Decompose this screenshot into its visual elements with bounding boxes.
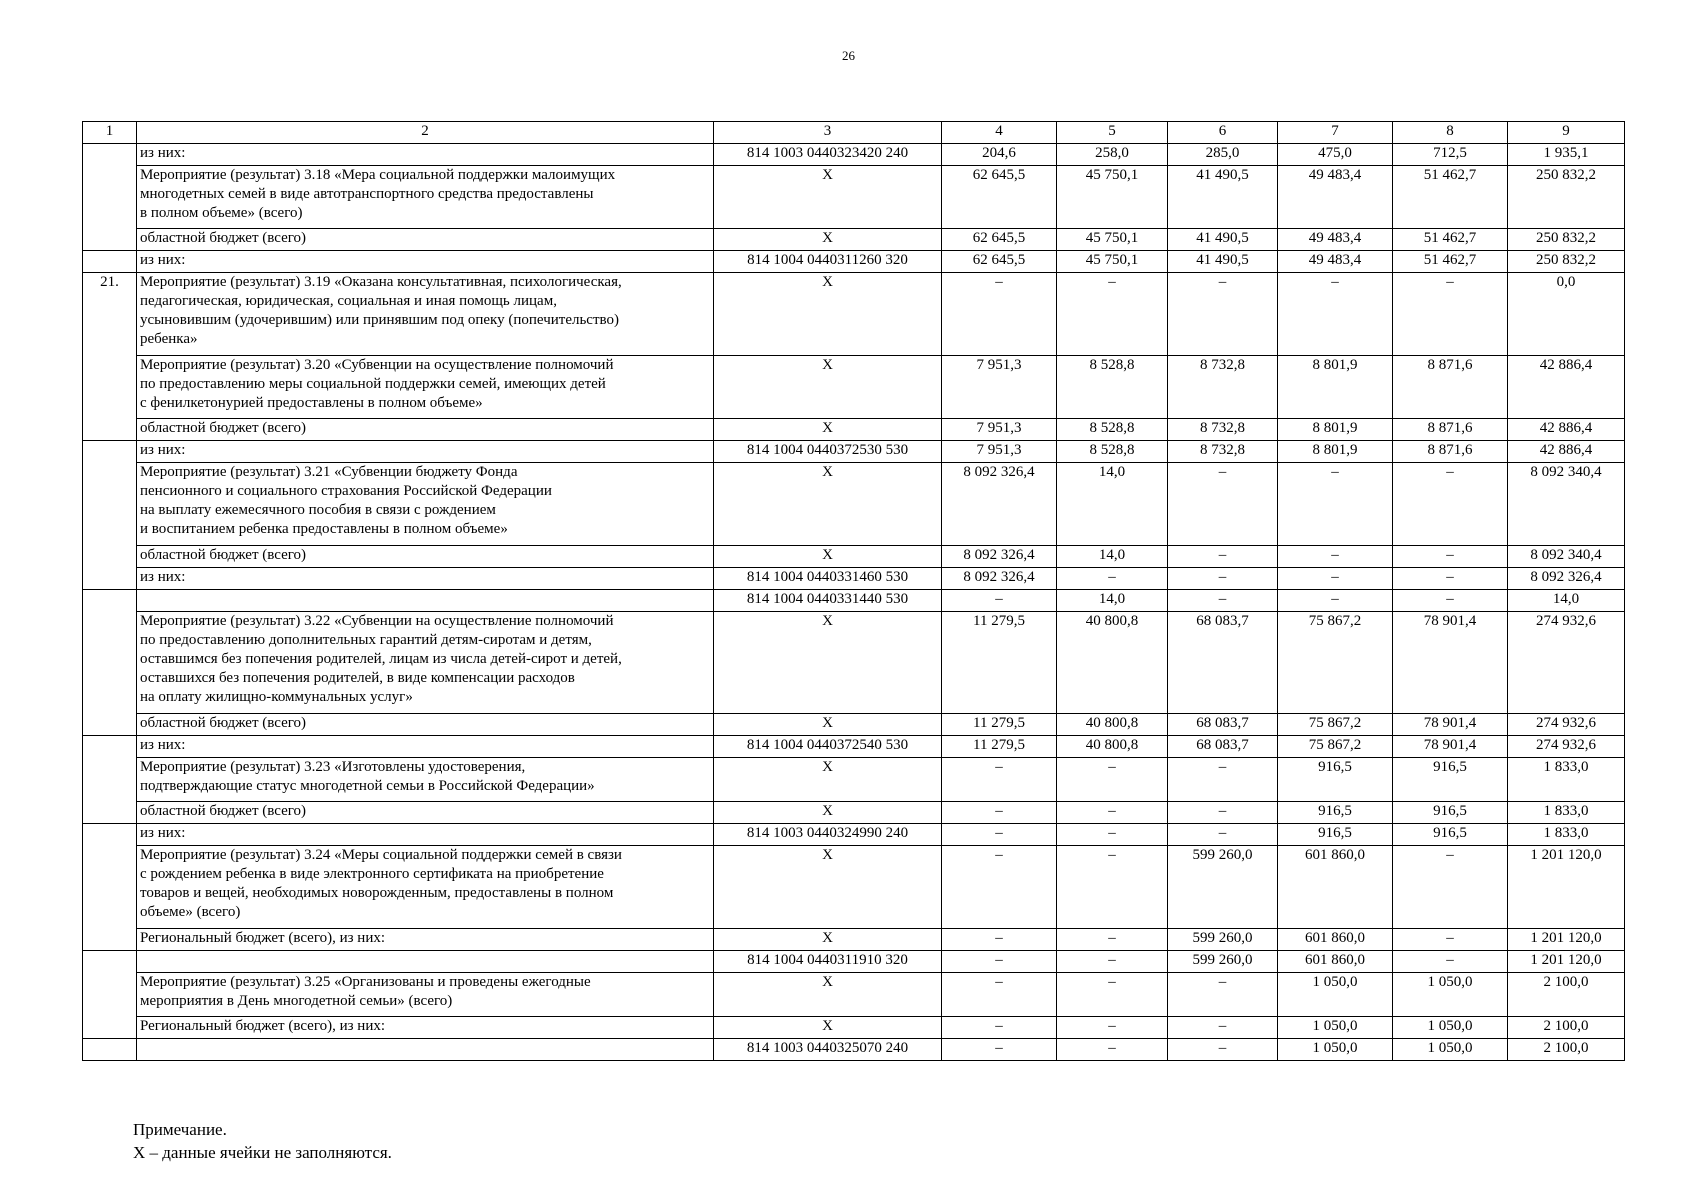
value-cell-col-5: – [1057, 846, 1168, 929]
value-cell-col-5: – [1057, 758, 1168, 802]
row-number-cell [83, 951, 137, 1039]
value-cell-col-5: 45 750,1 [1057, 229, 1168, 251]
value-cell-col-4: – [942, 846, 1057, 929]
header-cell-4: 4 [942, 122, 1057, 144]
budget-code-cell: 814 1004 0440372530 530 [714, 441, 942, 463]
value-cell-col-5: 8 528,8 [1057, 356, 1168, 419]
item-name-cell: Мероприятие (результат) 3.24 «Меры социальной поддержки семей в связи с рождением ребенка в виде электронного сертификата на приобретение товаров и вещей, необходимых новорожденным, предоставлены в полном объеме» (всего) [137, 846, 714, 929]
budget-code-cell: X [714, 612, 942, 714]
value-cell-col-5: – [1057, 1039, 1168, 1061]
budget-code-cell: X [714, 463, 942, 546]
budget-code-cell: X [714, 229, 942, 251]
value-cell-col-8: – [1393, 846, 1508, 929]
value-cell-col-9: 2 100,0 [1508, 1039, 1625, 1061]
note [133, 1118, 392, 1164]
value-cell-col-5: 40 800,8 [1057, 736, 1168, 758]
budget-code-cell: 814 1004 0440372540 530 [714, 736, 942, 758]
table-row [83, 802, 1625, 824]
item-name-cell: из них: [137, 824, 714, 846]
value-cell-col-6: – [1168, 463, 1278, 546]
value-cell-col-6: – [1168, 1017, 1278, 1039]
value-cell-col-6: 599 260,0 [1168, 846, 1278, 929]
value-cell-col-9: 42 886,4 [1508, 356, 1625, 419]
value-cell-col-6: – [1168, 973, 1278, 1017]
value-cell-col-7: 1 050,0 [1278, 1017, 1393, 1039]
value-cell-col-5: 45 750,1 [1057, 251, 1168, 273]
budget-code-cell: X [714, 273, 942, 356]
budget-code-cell: 814 1004 0440331440 530 [714, 590, 942, 612]
row-number-cell [83, 736, 137, 824]
value-cell-col-4: – [942, 929, 1057, 951]
table-row [83, 612, 1625, 714]
value-cell-col-4: 8 092 326,4 [942, 546, 1057, 568]
value-cell-col-8: 51 462,7 [1393, 166, 1508, 229]
value-cell-col-9: 250 832,2 [1508, 251, 1625, 273]
item-name-cell: Мероприятие (результат) 3.18 «Мера социальной поддержки малоимущих многодетных семей в виде автотранспортного средства предоставлены в полном объеме» (всего) [137, 166, 714, 229]
value-cell-col-7: – [1278, 463, 1393, 546]
table-row [83, 973, 1625, 1017]
value-cell-col-8: 916,5 [1393, 824, 1508, 846]
value-cell-col-7: 75 867,2 [1278, 612, 1393, 714]
value-cell-col-9: 14,0 [1508, 590, 1625, 612]
table-row [83, 568, 1625, 590]
value-cell-col-9: 1 833,0 [1508, 758, 1625, 802]
value-cell-col-4: 62 645,5 [942, 251, 1057, 273]
value-cell-col-9: 8 092 340,4 [1508, 463, 1625, 546]
budget-code-cell: X [714, 973, 942, 1017]
value-cell-col-9: 8 092 326,4 [1508, 568, 1625, 590]
value-cell-col-8: – [1393, 273, 1508, 356]
value-cell-col-7: 601 860,0 [1278, 951, 1393, 973]
budget-code-cell: 814 1004 0440311910 320 [714, 951, 942, 973]
value-cell-col-9: 1 833,0 [1508, 802, 1625, 824]
page-number: 26 [842, 48, 855, 63]
value-cell-col-9: 250 832,2 [1508, 229, 1625, 251]
value-cell-col-6: 41 490,5 [1168, 229, 1278, 251]
table-row [83, 166, 1625, 229]
value-cell-col-7: – [1278, 273, 1393, 356]
table-row [83, 251, 1625, 273]
value-cell-col-8: 78 901,4 [1393, 714, 1508, 736]
value-cell-col-5: 45 750,1 [1057, 166, 1168, 229]
value-cell-col-8: – [1393, 590, 1508, 612]
table-row [83, 144, 1625, 166]
item-name-cell: Мероприятие (результат) 3.20 «Субвенции на осуществление полномочий по предоставлению меры социальной поддержки семей, имеющих детей с фенилкетонурией предоставлены в полном объеме» [137, 356, 714, 419]
budget-code-cell: X [714, 758, 942, 802]
value-cell-col-5: 14,0 [1057, 590, 1168, 612]
note-text: X – данные ячейки не заполняются. [133, 1143, 392, 1162]
budget-code-cell: 814 1004 0440311260 320 [714, 251, 942, 273]
value-cell-col-5: 14,0 [1057, 546, 1168, 568]
value-cell-col-9: 1 935,1 [1508, 144, 1625, 166]
value-cell-col-5: – [1057, 824, 1168, 846]
header-cell-1: 1 [83, 122, 137, 144]
header-cell-7: 7 [1278, 122, 1393, 144]
value-cell-col-5: – [1057, 929, 1168, 951]
row-number-cell [83, 144, 137, 251]
value-cell-col-4: 62 645,5 [942, 229, 1057, 251]
value-cell-col-4: – [942, 951, 1057, 973]
value-cell-col-6: 8 732,8 [1168, 356, 1278, 419]
value-cell-col-6: 599 260,0 [1168, 929, 1278, 951]
value-cell-col-9: 2 100,0 [1508, 973, 1625, 1017]
item-name-cell: из них: [137, 736, 714, 758]
value-cell-col-7: – [1278, 546, 1393, 568]
value-cell-col-9: 250 832,2 [1508, 166, 1625, 229]
value-cell-col-8: 51 462,7 [1393, 251, 1508, 273]
budget-code-cell: X [714, 356, 942, 419]
value-cell-col-8: 8 871,6 [1393, 356, 1508, 419]
value-cell-col-8: – [1393, 463, 1508, 546]
table-row [83, 229, 1625, 251]
table-row [83, 273, 1625, 356]
value-cell-col-9: 1 201 120,0 [1508, 951, 1625, 973]
table-row [83, 419, 1625, 441]
row-number-cell [83, 1039, 137, 1061]
value-cell-col-4: 7 951,3 [942, 419, 1057, 441]
value-cell-col-5: – [1057, 802, 1168, 824]
header-cell-3: 3 [714, 122, 942, 144]
item-name-cell: областной бюджет (всего) [137, 714, 714, 736]
budget-code-cell: X [714, 1017, 942, 1039]
value-cell-col-6: – [1168, 824, 1278, 846]
table-row [83, 441, 1625, 463]
table-row [83, 929, 1625, 951]
value-cell-col-5: – [1057, 951, 1168, 973]
item-name-cell: из них: [137, 568, 714, 590]
item-name-cell: из них: [137, 251, 714, 273]
value-cell-col-7: 1 050,0 [1278, 1039, 1393, 1061]
value-cell-col-8: 916,5 [1393, 802, 1508, 824]
value-cell-col-6: 68 083,7 [1168, 714, 1278, 736]
budget-table [82, 121, 1625, 1061]
value-cell-col-7: 8 801,9 [1278, 441, 1393, 463]
value-cell-col-4: – [942, 590, 1057, 612]
row-number-cell [83, 590, 137, 736]
item-name-cell [137, 590, 714, 612]
value-cell-col-6: – [1168, 590, 1278, 612]
row-number-cell [83, 824, 137, 951]
item-name-cell: областной бюджет (всего) [137, 229, 714, 251]
note-title: Примечание. [133, 1120, 227, 1139]
header-row [83, 122, 1625, 144]
value-cell-col-6: 41 490,5 [1168, 251, 1278, 273]
header-cell-8: 8 [1393, 122, 1508, 144]
table-row [83, 736, 1625, 758]
value-cell-col-6: – [1168, 1039, 1278, 1061]
row-number-cell [83, 251, 137, 273]
budget-code-cell: 814 1004 0440331460 530 [714, 568, 942, 590]
value-cell-col-7: 916,5 [1278, 802, 1393, 824]
value-cell-col-8: – [1393, 929, 1508, 951]
value-cell-col-7: 75 867,2 [1278, 714, 1393, 736]
header-cell-6: 6 [1168, 122, 1278, 144]
value-cell-col-6: 68 083,7 [1168, 612, 1278, 714]
value-cell-col-5: – [1057, 568, 1168, 590]
value-cell-col-4: – [942, 1017, 1057, 1039]
value-cell-col-4: – [942, 824, 1057, 846]
item-name-cell: Мероприятие (результат) 3.23 «Изготовлены удостоверения, подтверждающие статус многодетной семьи в Российской Федерации» [137, 758, 714, 802]
value-cell-col-6: – [1168, 802, 1278, 824]
value-cell-col-8: 712,5 [1393, 144, 1508, 166]
header-cell-5: 5 [1057, 122, 1168, 144]
value-cell-col-7: 601 860,0 [1278, 846, 1393, 929]
budget-code-cell: X [714, 929, 942, 951]
value-cell-col-9: 1 833,0 [1508, 824, 1625, 846]
item-name-cell [137, 1039, 714, 1061]
budget-code-cell: X [714, 714, 942, 736]
value-cell-col-8: 8 871,6 [1393, 441, 1508, 463]
header-cell-9: 9 [1508, 122, 1625, 144]
table-row [83, 590, 1625, 612]
value-cell-col-6: 68 083,7 [1168, 736, 1278, 758]
value-cell-col-7: – [1278, 590, 1393, 612]
value-cell-col-5: 14,0 [1057, 463, 1168, 546]
value-cell-col-4: 11 279,5 [942, 714, 1057, 736]
value-cell-col-5: 8 528,8 [1057, 441, 1168, 463]
value-cell-col-7: 601 860,0 [1278, 929, 1393, 951]
value-cell-col-6: – [1168, 273, 1278, 356]
value-cell-col-8: 8 871,6 [1393, 419, 1508, 441]
value-cell-col-4: 7 951,3 [942, 356, 1057, 419]
value-cell-col-8: 916,5 [1393, 758, 1508, 802]
value-cell-col-7: 49 483,4 [1278, 251, 1393, 273]
table-row [83, 758, 1625, 802]
value-cell-col-9: 1 201 120,0 [1508, 929, 1625, 951]
item-name-cell: Мероприятие (результат) 3.21 «Субвенции бюджету Фонда пенсионного и социального страхования Российской Федерации на выплату ежемесячного пособия в связи с рождением и воспитанием ребенка предоставлены в полном объеме» [137, 463, 714, 546]
budget-code-cell: 814 1003 0440324990 240 [714, 824, 942, 846]
value-cell-col-7: 1 050,0 [1278, 973, 1393, 1017]
item-name-cell: областной бюджет (всего) [137, 802, 714, 824]
value-cell-col-6: – [1168, 546, 1278, 568]
value-cell-col-9: 0,0 [1508, 273, 1625, 356]
budget-code-cell: X [714, 546, 942, 568]
value-cell-col-9: 274 932,6 [1508, 714, 1625, 736]
value-cell-col-8: – [1393, 951, 1508, 973]
value-cell-col-4: – [942, 802, 1057, 824]
value-cell-col-5: 8 528,8 [1057, 419, 1168, 441]
item-name-cell [137, 951, 714, 973]
value-cell-col-4: 7 951,3 [942, 441, 1057, 463]
table-row [83, 846, 1625, 929]
item-name-cell: областной бюджет (всего) [137, 419, 714, 441]
value-cell-col-4: 62 645,5 [942, 166, 1057, 229]
value-cell-col-9: 42 886,4 [1508, 419, 1625, 441]
table-row [83, 356, 1625, 419]
value-cell-col-6: 599 260,0 [1168, 951, 1278, 973]
value-cell-col-4: – [942, 273, 1057, 356]
table-row [83, 714, 1625, 736]
item-name-cell: из них: [137, 441, 714, 463]
value-cell-col-6: 8 732,8 [1168, 419, 1278, 441]
value-cell-col-7: 49 483,4 [1278, 166, 1393, 229]
item-name-cell: Мероприятие (результат) 3.19 «Оказана консультативная, психологическая, педагогическая, юридическая, социальная и иная помощь лицам, усыновившим (удочерившим) или принявшим под опеку (попечительство) ребенка» [137, 273, 714, 356]
table-row [83, 1039, 1625, 1061]
value-cell-col-7: 8 801,9 [1278, 419, 1393, 441]
item-name-cell: из них: [137, 144, 714, 166]
value-cell-col-7: 916,5 [1278, 758, 1393, 802]
value-cell-col-9: 2 100,0 [1508, 1017, 1625, 1039]
row-number-cell: 21. [83, 273, 137, 441]
value-cell-col-8: – [1393, 568, 1508, 590]
value-cell-col-8: – [1393, 546, 1508, 568]
value-cell-col-4: 8 092 326,4 [942, 568, 1057, 590]
budget-code-cell: X [714, 166, 942, 229]
row-number-cell [83, 441, 137, 590]
value-cell-col-4: 11 279,5 [942, 736, 1057, 758]
item-name-cell: Мероприятие (результат) 3.25 «Организованы и проведены ежегодные мероприятия в День многодетной семьи» (всего) [137, 973, 714, 1017]
value-cell-col-6: – [1168, 758, 1278, 802]
value-cell-col-8: 78 901,4 [1393, 736, 1508, 758]
value-cell-col-6: 41 490,5 [1168, 166, 1278, 229]
value-cell-col-4: – [942, 1039, 1057, 1061]
value-cell-col-4: – [942, 973, 1057, 1017]
value-cell-col-8: 1 050,0 [1393, 1017, 1508, 1039]
value-cell-col-8: 1 050,0 [1393, 973, 1508, 1017]
budget-code-cell: 814 1003 0440323420 240 [714, 144, 942, 166]
value-cell-col-9: 274 932,6 [1508, 736, 1625, 758]
budget-code-cell: X [714, 802, 942, 824]
value-cell-col-7: 916,5 [1278, 824, 1393, 846]
value-cell-col-4: – [942, 758, 1057, 802]
value-cell-col-9: 1 201 120,0 [1508, 846, 1625, 929]
table-row [83, 546, 1625, 568]
value-cell-col-4: 204,6 [942, 144, 1057, 166]
value-cell-col-5: – [1057, 273, 1168, 356]
value-cell-col-6: 285,0 [1168, 144, 1278, 166]
budget-code-cell: 814 1003 0440325070 240 [714, 1039, 942, 1061]
value-cell-col-7: 49 483,4 [1278, 229, 1393, 251]
value-cell-col-5: – [1057, 973, 1168, 1017]
value-cell-col-8: 51 462,7 [1393, 229, 1508, 251]
value-cell-col-5: 258,0 [1057, 144, 1168, 166]
value-cell-col-6: – [1168, 568, 1278, 590]
value-cell-col-5: – [1057, 1017, 1168, 1039]
value-cell-col-4: 11 279,5 [942, 612, 1057, 714]
item-name-cell: Мероприятие (результат) 3.22 «Субвенции на осуществление полномочий по предоставлению дополнительных гарантий детям-сиротам и детям, оставшимся без попечения родителей, лицам из числа детей-сирот и детей, оставшихся без попечения родителей, в виде компенсации расходов на оплату жилищно-коммунальных услуг» [137, 612, 714, 714]
value-cell-col-7: 475,0 [1278, 144, 1393, 166]
budget-code-cell: X [714, 846, 942, 929]
table-row [83, 463, 1625, 546]
value-cell-col-9: 274 932,6 [1508, 612, 1625, 714]
budget-code-cell: X [714, 419, 942, 441]
item-name-cell: Региональный бюджет (всего), из них: [137, 1017, 714, 1039]
value-cell-col-7: 75 867,2 [1278, 736, 1393, 758]
table-row [83, 951, 1625, 973]
value-cell-col-7: – [1278, 568, 1393, 590]
value-cell-col-4: 8 092 326,4 [942, 463, 1057, 546]
header-cell-2: 2 [137, 122, 714, 144]
value-cell-col-8: 1 050,0 [1393, 1039, 1508, 1061]
value-cell-col-5: 40 800,8 [1057, 714, 1168, 736]
value-cell-col-7: 8 801,9 [1278, 356, 1393, 419]
value-cell-col-8: 78 901,4 [1393, 612, 1508, 714]
table-row [83, 824, 1625, 846]
table-row [83, 1017, 1625, 1039]
value-cell-col-6: 8 732,8 [1168, 441, 1278, 463]
item-name-cell: Региональный бюджет (всего), из них: [137, 929, 714, 951]
value-cell-col-9: 8 092 340,4 [1508, 546, 1625, 568]
value-cell-col-9: 42 886,4 [1508, 441, 1625, 463]
item-name-cell: областной бюджет (всего) [137, 546, 714, 568]
value-cell-col-5: 40 800,8 [1057, 612, 1168, 714]
